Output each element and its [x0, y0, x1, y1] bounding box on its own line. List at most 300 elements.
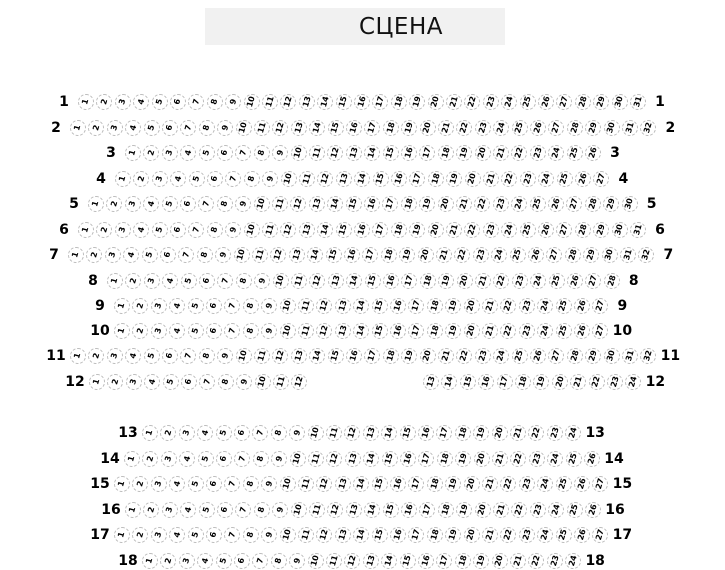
seat[interactable] [169, 476, 185, 492]
seat[interactable] [418, 553, 434, 569]
seat[interactable] [326, 553, 342, 569]
seat[interactable] [291, 120, 307, 136]
seat[interactable] [224, 298, 240, 314]
seat[interactable] [556, 476, 572, 492]
seat[interactable] [162, 348, 178, 364]
seat[interactable] [547, 553, 563, 569]
seat[interactable] [328, 120, 344, 136]
seat[interactable] [353, 323, 369, 339]
seat[interactable] [281, 171, 297, 187]
seat[interactable] [547, 451, 563, 467]
seat[interactable] [344, 553, 360, 569]
seat[interactable] [492, 553, 508, 569]
seat[interactable] [151, 476, 167, 492]
seat[interactable] [181, 273, 197, 289]
seat[interactable] [556, 222, 572, 238]
seat[interactable] [291, 374, 307, 390]
seat[interactable] [327, 196, 343, 212]
seat[interactable] [585, 145, 601, 161]
seat[interactable] [133, 171, 149, 187]
seat[interactable] [244, 222, 260, 238]
seat[interactable] [198, 451, 214, 467]
seat[interactable] [224, 527, 240, 543]
seat[interactable] [272, 348, 288, 364]
seat[interactable] [143, 145, 159, 161]
seat[interactable] [252, 247, 268, 263]
seat[interactable] [592, 476, 608, 492]
seat[interactable] [592, 527, 608, 543]
seat[interactable] [603, 196, 619, 212]
seat[interactable] [254, 502, 270, 518]
seat[interactable] [142, 553, 158, 569]
seat[interactable] [492, 425, 508, 441]
seat[interactable] [327, 502, 343, 518]
seat[interactable] [272, 120, 288, 136]
seat[interactable] [585, 502, 601, 518]
seat[interactable] [537, 323, 553, 339]
seat[interactable] [512, 348, 528, 364]
seat[interactable] [418, 425, 434, 441]
seat[interactable] [346, 348, 362, 364]
seat[interactable] [464, 476, 480, 492]
seat[interactable] [493, 196, 509, 212]
seat[interactable] [290, 451, 306, 467]
seat[interactable] [206, 298, 222, 314]
seat[interactable] [446, 171, 462, 187]
seat[interactable] [261, 527, 277, 543]
seat[interactable] [243, 476, 259, 492]
seat[interactable] [316, 527, 332, 543]
seat[interactable] [326, 425, 342, 441]
seat[interactable] [456, 502, 472, 518]
seat[interactable] [86, 247, 102, 263]
seat[interactable] [593, 222, 609, 238]
seat[interactable] [400, 451, 416, 467]
seat[interactable] [290, 196, 306, 212]
seat[interactable] [390, 298, 406, 314]
seat[interactable] [189, 171, 205, 187]
seat[interactable] [537, 527, 553, 543]
seat[interactable] [456, 145, 472, 161]
seat[interactable] [390, 476, 406, 492]
seat[interactable] [125, 348, 141, 364]
seat[interactable] [510, 553, 526, 569]
seat[interactable] [464, 298, 480, 314]
seat[interactable] [567, 273, 583, 289]
seat[interactable] [236, 273, 252, 289]
seat[interactable] [372, 298, 388, 314]
seat[interactable] [473, 247, 489, 263]
seat[interactable] [500, 323, 516, 339]
seat[interactable] [345, 451, 361, 467]
seat[interactable] [547, 425, 563, 441]
seat[interactable] [391, 222, 407, 238]
seat[interactable] [327, 145, 343, 161]
seat[interactable] [640, 348, 656, 364]
seat[interactable] [482, 527, 498, 543]
seat[interactable] [364, 502, 380, 518]
seat[interactable] [399, 247, 415, 263]
seat[interactable] [455, 425, 471, 441]
seat[interactable] [438, 273, 454, 289]
seat[interactable] [548, 502, 564, 518]
seat[interactable] [383, 502, 399, 518]
seat[interactable] [299, 171, 315, 187]
seat[interactable] [252, 553, 268, 569]
seat[interactable] [607, 374, 623, 390]
seat[interactable] [280, 323, 296, 339]
seat[interactable] [261, 298, 277, 314]
seat[interactable] [152, 222, 168, 238]
seat[interactable] [401, 348, 417, 364]
seat[interactable] [151, 527, 167, 543]
seat[interactable] [510, 247, 526, 263]
seat[interactable] [252, 425, 268, 441]
seat[interactable] [143, 502, 159, 518]
seat[interactable] [401, 196, 417, 212]
seat[interactable] [478, 374, 494, 390]
seat[interactable] [216, 425, 232, 441]
seat[interactable] [115, 171, 131, 187]
seat[interactable] [445, 298, 461, 314]
seat[interactable] [328, 273, 344, 289]
seat[interactable] [199, 145, 215, 161]
seat[interactable] [215, 247, 231, 263]
seat[interactable] [493, 273, 509, 289]
seat[interactable] [262, 222, 278, 238]
seat[interactable] [438, 502, 454, 518]
seat[interactable] [291, 502, 307, 518]
seat[interactable] [125, 145, 141, 161]
seat[interactable] [565, 553, 581, 569]
seat[interactable] [548, 145, 564, 161]
seat[interactable] [501, 171, 517, 187]
seat[interactable] [497, 374, 513, 390]
seat[interactable] [640, 120, 656, 136]
seat[interactable] [593, 171, 609, 187]
seat[interactable] [254, 273, 270, 289]
seat[interactable] [298, 323, 314, 339]
seat[interactable] [456, 196, 472, 212]
seat[interactable] [428, 222, 444, 238]
seat[interactable] [289, 553, 305, 569]
seat[interactable] [438, 348, 454, 364]
seat[interactable] [483, 222, 499, 238]
seat[interactable] [408, 298, 424, 314]
seat[interactable] [179, 451, 195, 467]
seat[interactable] [236, 120, 252, 136]
seat[interactable] [483, 94, 499, 110]
seat[interactable] [291, 273, 307, 289]
seat[interactable] [254, 196, 270, 212]
seat[interactable] [335, 476, 351, 492]
seat[interactable] [272, 145, 288, 161]
seat[interactable] [546, 247, 562, 263]
seat[interactable] [383, 120, 399, 136]
seat[interactable] [383, 348, 399, 364]
seat[interactable] [570, 374, 586, 390]
seat[interactable] [475, 120, 491, 136]
seat[interactable] [289, 247, 305, 263]
seat[interactable] [152, 94, 168, 110]
seat[interactable] [593, 94, 609, 110]
seat[interactable] [114, 323, 130, 339]
seat[interactable] [483, 171, 499, 187]
seat[interactable] [537, 476, 553, 492]
seat[interactable] [493, 348, 509, 364]
seat[interactable] [162, 196, 178, 212]
seat[interactable] [436, 247, 452, 263]
seat[interactable] [382, 451, 398, 467]
seat[interactable] [528, 425, 544, 441]
seat[interactable] [445, 323, 461, 339]
seat[interactable] [68, 247, 84, 263]
seat[interactable] [225, 94, 241, 110]
seat[interactable] [445, 476, 461, 492]
seat[interactable] [144, 348, 160, 364]
seat[interactable] [537, 298, 553, 314]
seat[interactable] [188, 476, 204, 492]
seat[interactable] [78, 222, 94, 238]
seat[interactable] [236, 374, 252, 390]
seat[interactable] [298, 476, 314, 492]
seat[interactable] [234, 425, 250, 441]
seat[interactable] [567, 502, 583, 518]
seat[interactable] [533, 374, 549, 390]
seat[interactable] [197, 553, 213, 569]
seat[interactable] [364, 196, 380, 212]
seat[interactable] [132, 476, 148, 492]
seat[interactable] [475, 348, 491, 364]
seat[interactable] [280, 298, 296, 314]
seat[interactable] [501, 222, 517, 238]
seat[interactable] [464, 94, 480, 110]
seat[interactable] [199, 120, 215, 136]
seat[interactable] [207, 222, 223, 238]
seat[interactable] [161, 451, 177, 467]
seat[interactable] [169, 527, 185, 543]
seat[interactable] [473, 553, 489, 569]
seat[interactable] [218, 374, 234, 390]
seat[interactable] [280, 94, 296, 110]
seat[interactable] [244, 94, 260, 110]
seat[interactable] [501, 94, 517, 110]
seat[interactable] [427, 323, 443, 339]
seat[interactable] [589, 374, 605, 390]
seat[interactable] [455, 553, 471, 569]
seat[interactable] [142, 425, 158, 441]
seat[interactable] [107, 120, 123, 136]
seat[interactable] [567, 120, 583, 136]
seat[interactable] [630, 94, 646, 110]
seat[interactable] [567, 348, 583, 364]
seat[interactable] [552, 374, 568, 390]
seat[interactable] [482, 298, 498, 314]
seat[interactable] [271, 553, 287, 569]
seat[interactable] [309, 502, 325, 518]
seat[interactable] [500, 527, 516, 543]
seat[interactable] [500, 476, 516, 492]
seat[interactable] [390, 323, 406, 339]
seat[interactable] [520, 94, 536, 110]
seat[interactable] [464, 222, 480, 238]
seat[interactable] [216, 451, 232, 467]
seat[interactable] [436, 553, 452, 569]
seat[interactable] [512, 120, 528, 136]
seat[interactable] [261, 476, 277, 492]
seat[interactable] [584, 451, 600, 467]
seat[interactable] [309, 273, 325, 289]
seat[interactable] [107, 348, 123, 364]
seat[interactable] [454, 247, 470, 263]
seat[interactable] [556, 94, 572, 110]
seat[interactable] [179, 425, 195, 441]
seat[interactable] [556, 298, 572, 314]
seat[interactable] [575, 222, 591, 238]
seat[interactable] [585, 273, 601, 289]
seat[interactable] [419, 502, 435, 518]
seat[interactable] [538, 94, 554, 110]
seat[interactable] [575, 171, 591, 187]
seat[interactable] [170, 94, 186, 110]
seat[interactable] [114, 476, 130, 492]
seat[interactable] [336, 94, 352, 110]
seat[interactable] [400, 425, 416, 441]
seat[interactable] [217, 502, 233, 518]
seat[interactable] [207, 94, 223, 110]
seat[interactable] [262, 171, 278, 187]
seat[interactable] [309, 348, 325, 364]
seat[interactable] [612, 222, 628, 238]
seat[interactable] [70, 120, 86, 136]
seat[interactable] [353, 527, 369, 543]
seat[interactable] [585, 348, 601, 364]
seat[interactable] [217, 273, 233, 289]
seat[interactable] [446, 222, 462, 238]
seat[interactable] [152, 171, 168, 187]
seat[interactable] [180, 196, 196, 212]
seat[interactable] [88, 348, 104, 364]
seat[interactable] [298, 527, 314, 543]
seat[interactable] [346, 196, 362, 212]
seat[interactable] [199, 273, 215, 289]
seat[interactable] [566, 196, 582, 212]
seat[interactable] [438, 145, 454, 161]
seat[interactable] [493, 120, 509, 136]
seat[interactable] [308, 451, 324, 467]
seat[interactable] [630, 222, 646, 238]
seat[interactable] [125, 120, 141, 136]
seat[interactable] [317, 222, 333, 238]
seat[interactable] [328, 348, 344, 364]
seat[interactable] [381, 553, 397, 569]
seat[interactable] [548, 196, 564, 212]
seat[interactable] [353, 476, 369, 492]
seat[interactable] [115, 94, 131, 110]
seat[interactable] [308, 553, 324, 569]
seat[interactable] [125, 196, 141, 212]
seat[interactable] [604, 348, 620, 364]
seat[interactable] [574, 298, 590, 314]
seat[interactable] [170, 222, 186, 238]
seat[interactable] [575, 94, 591, 110]
seat[interactable] [289, 425, 305, 441]
seat[interactable] [188, 527, 204, 543]
seat[interactable] [409, 94, 425, 110]
seat[interactable] [162, 273, 178, 289]
seat[interactable] [254, 120, 270, 136]
seat[interactable] [585, 120, 601, 136]
seat[interactable] [133, 94, 149, 110]
seat[interactable] [206, 476, 222, 492]
seat[interactable] [372, 476, 388, 492]
seat[interactable] [456, 120, 472, 136]
seat[interactable] [270, 247, 286, 263]
seat[interactable] [273, 273, 289, 289]
seat[interactable] [625, 374, 641, 390]
seat[interactable] [391, 171, 407, 187]
seat[interactable] [418, 451, 434, 467]
seat[interactable] [528, 553, 544, 569]
seat[interactable] [107, 273, 123, 289]
seat[interactable] [225, 171, 241, 187]
seat[interactable] [491, 247, 507, 263]
seat[interactable] [592, 323, 608, 339]
seat[interactable] [261, 323, 277, 339]
seat[interactable] [132, 298, 148, 314]
seat[interactable] [622, 120, 638, 136]
seat[interactable] [455, 451, 471, 467]
seat[interactable] [538, 222, 554, 238]
seat[interactable] [482, 323, 498, 339]
seat[interactable] [493, 145, 509, 161]
seat[interactable] [511, 196, 527, 212]
seat[interactable] [364, 145, 380, 161]
seat[interactable] [556, 323, 572, 339]
seat[interactable] [235, 196, 251, 212]
seat[interactable] [354, 94, 370, 110]
seat[interactable] [566, 451, 582, 467]
seat[interactable] [178, 247, 194, 263]
seat[interactable] [105, 247, 121, 263]
seat[interactable] [475, 502, 491, 518]
seat[interactable] [519, 476, 535, 492]
seat[interactable] [217, 348, 233, 364]
seat[interactable] [133, 222, 149, 238]
seat[interactable] [234, 451, 250, 467]
seat[interactable] [254, 145, 270, 161]
seat[interactable] [106, 196, 122, 212]
seat[interactable] [464, 527, 480, 543]
seat[interactable] [529, 451, 545, 467]
seat[interactable] [437, 451, 453, 467]
seat[interactable] [353, 298, 369, 314]
seat[interactable] [235, 502, 251, 518]
seat[interactable] [335, 527, 351, 543]
seat[interactable] [336, 171, 352, 187]
seat[interactable] [124, 451, 140, 467]
seat[interactable] [346, 145, 362, 161]
seat[interactable] [401, 502, 417, 518]
seat[interactable] [162, 145, 178, 161]
seat[interactable] [317, 94, 333, 110]
seat[interactable] [520, 171, 536, 187]
seat[interactable] [197, 425, 213, 441]
seat[interactable] [441, 374, 457, 390]
seat[interactable] [530, 348, 546, 364]
seat[interactable] [409, 171, 425, 187]
seat[interactable] [381, 425, 397, 441]
